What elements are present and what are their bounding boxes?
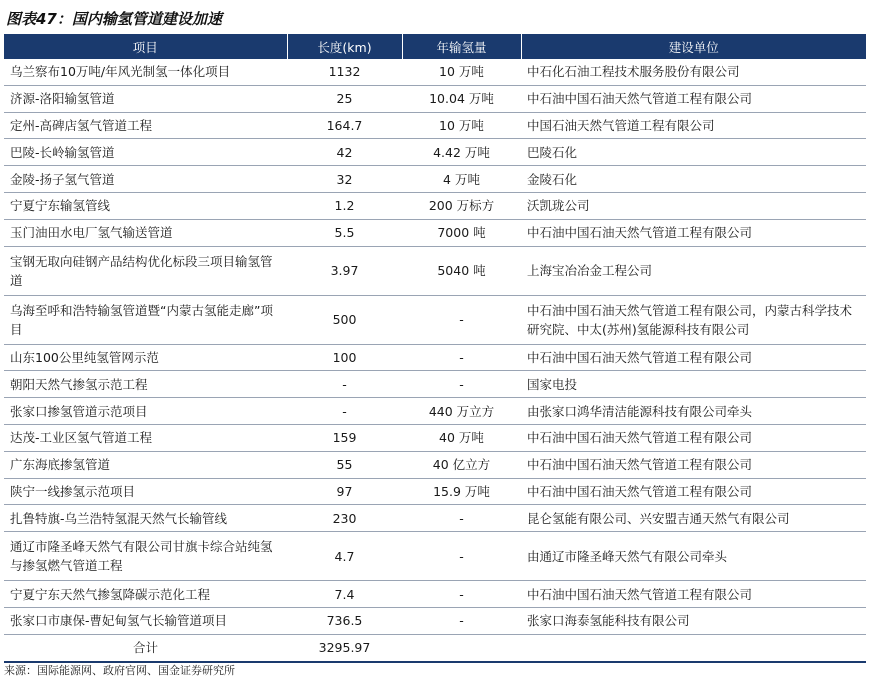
cell-length: 100	[287, 344, 402, 371]
table-row	[4, 424, 866, 451]
cell-builder: 中石油中国石油天然气管道工程有限公司	[521, 219, 866, 246]
cell-length: 25	[287, 85, 402, 112]
cell-annual: 40 亿立方	[402, 451, 521, 478]
cell-builder: 上海宝冶冶金工程公司	[521, 246, 866, 295]
cell-builder: 张家口海泰氢能科技有限公司	[521, 607, 866, 634]
cell-annual: -	[402, 505, 521, 532]
header-length: 长度(km)	[287, 34, 402, 59]
cell-builder: 中石油中国石油天然气管道工程有限公司	[521, 451, 866, 478]
table-row	[4, 478, 866, 505]
cell-annual: 200 万标方	[402, 192, 521, 219]
cell-length: 1.2	[287, 192, 402, 219]
table-row	[4, 371, 866, 398]
cell-builder: 昆仑氢能有限公司、兴安盟吉通天然气有限公司	[521, 505, 866, 532]
table-row	[4, 451, 866, 478]
table-header-row	[4, 34, 866, 59]
cell-annual: 15.9 万吨	[402, 478, 521, 505]
cell-project: 陕宁一线掺氢示范项目	[4, 478, 287, 505]
header-builder: 建设单位	[521, 34, 866, 59]
cell-annual: 4 万吨	[402, 166, 521, 193]
cell-builder: 中石油中国石油天然气管道工程有限公司	[521, 344, 866, 371]
total-annual	[402, 634, 521, 661]
cell-project: 宁夏宁东输氢管线	[4, 192, 287, 219]
total-label: 合计	[4, 634, 287, 661]
cell-annual: -	[402, 295, 521, 344]
cell-builder: 沃凯珑公司	[521, 192, 866, 219]
cell-project: 通辽市隆圣峰天然气有限公司甘旗卡综合站纯氢与掺氢燃气管道工程	[4, 532, 287, 581]
cell-project: 玉门油田水电厂氢气输送管道	[4, 219, 287, 246]
cell-builder: 中石油中国石油天然气管道工程有限公司	[521, 478, 866, 505]
cell-project: 定州-高碑店氢气管道工程	[4, 112, 287, 139]
table-row	[4, 85, 866, 112]
cell-project: 金陵-扬子氢气管道	[4, 166, 287, 193]
cell-length: 4.7	[287, 532, 402, 581]
cell-length: 736.5	[287, 607, 402, 634]
cell-length: 3.97	[287, 246, 402, 295]
cell-length: -	[287, 398, 402, 425]
table-row	[4, 192, 866, 219]
table-body	[4, 59, 866, 662]
table-row	[4, 219, 866, 246]
cell-annual: 10.04 万吨	[402, 85, 521, 112]
cell-project: 广东海底掺氢管道	[4, 451, 287, 478]
cell-annual: -	[402, 344, 521, 371]
cell-annual: 5040 吨	[402, 246, 521, 295]
table-row	[4, 59, 866, 85]
cell-builder: 中石油中国石油天然气管道工程有限公司	[521, 85, 866, 112]
cell-builder: 巴陵石化	[521, 139, 866, 166]
cell-length: 500	[287, 295, 402, 344]
cell-project: 乌兰察布10万吨/年风光制氢一体化项目	[4, 59, 287, 85]
cell-builder: 由张家口鸿华清洁能源科技有限公司牵头	[521, 398, 866, 425]
cell-annual: 10 万吨	[402, 59, 521, 85]
cell-builder: 国家电投	[521, 371, 866, 398]
cell-annual: -	[402, 581, 521, 608]
cell-builder: 由通辽市隆圣峰天然气有限公司牵头	[521, 532, 866, 581]
table-row	[4, 344, 866, 371]
cell-length: -	[287, 371, 402, 398]
cell-length: 55	[287, 451, 402, 478]
table-row	[4, 581, 866, 608]
table-row	[4, 246, 866, 295]
cell-annual: 7000 吨	[402, 219, 521, 246]
cell-length: 97	[287, 478, 402, 505]
cell-builder: 中石油中国石油天然气管道工程有限公司，内蒙古科学技术研究院、中太(苏州)氢能源科技有限公司	[521, 295, 866, 344]
cell-annual: 10 万吨	[402, 112, 521, 139]
cell-annual: 4.42 万吨	[402, 139, 521, 166]
cell-project: 张家口掺氢管道示范项目	[4, 398, 287, 425]
figure-title: 图表47：国内输氢管道建设加速	[6, 10, 222, 28]
cell-builder: 中石油中国石油天然气管道工程有限公司	[521, 424, 866, 451]
cell-length: 159	[287, 424, 402, 451]
total-builder	[521, 634, 866, 661]
cell-builder: 中石化石油工程技术服务股份有限公司	[521, 59, 866, 85]
cell-length: 32	[287, 166, 402, 193]
total-row	[4, 634, 866, 661]
cell-annual: -	[402, 371, 521, 398]
cell-length: 42	[287, 139, 402, 166]
cell-annual: 40 万吨	[402, 424, 521, 451]
cell-builder: 中石油中国石油天然气管道工程有限公司	[521, 581, 866, 608]
cell-project: 乌海至呼和浩特输氢管道暨“内蒙古氢能走廊”项目	[4, 295, 287, 344]
cell-project: 扎鲁特旗-乌兰浩特氢混天然气长输管线	[4, 505, 287, 532]
table-row	[4, 607, 866, 634]
cell-project: 宁夏宁东天然气掺氢降碳示范化工程	[4, 581, 287, 608]
cell-project: 济源-洛阳输氢管道	[4, 85, 287, 112]
cell-builder: 金陵石化	[521, 166, 866, 193]
table-row	[4, 505, 866, 532]
cell-length: 7.4	[287, 581, 402, 608]
table-row	[4, 398, 866, 425]
table-row	[4, 295, 866, 344]
cell-project: 山东100公里纯氢管网示范	[4, 344, 287, 371]
table-row	[4, 139, 866, 166]
cell-project: 达茂-工业区氢气管道工程	[4, 424, 287, 451]
cell-annual: 440 万立方	[402, 398, 521, 425]
header-project: 项目	[4, 34, 287, 59]
cell-annual: -	[402, 607, 521, 634]
cell-project: 巴陵-长岭输氢管道	[4, 139, 287, 166]
total-length: 3295.97	[287, 634, 402, 661]
pipeline-table	[4, 34, 866, 663]
table-row	[4, 532, 866, 581]
cell-project: 宝钢无取向硅钢产品结构优化标段三项目输氢管道	[4, 246, 287, 295]
header-annual: 年输氢量	[402, 34, 521, 59]
cell-builder: 中国石油天然气管道工程有限公司	[521, 112, 866, 139]
cell-project: 朝阳天然气掺氢示范工程	[4, 371, 287, 398]
table-row	[4, 112, 866, 139]
cell-annual: -	[402, 532, 521, 581]
cell-project: 张家口市康保-曹妃甸氢气长输管道项目	[4, 607, 287, 634]
table-row	[4, 166, 866, 193]
source-note: 来源：国际能源网、政府官网、国金证券研究所	[4, 664, 235, 677]
cell-length: 5.5	[287, 219, 402, 246]
cell-length: 164.7	[287, 112, 402, 139]
cell-length: 230	[287, 505, 402, 532]
cell-length: 1132	[287, 59, 402, 85]
